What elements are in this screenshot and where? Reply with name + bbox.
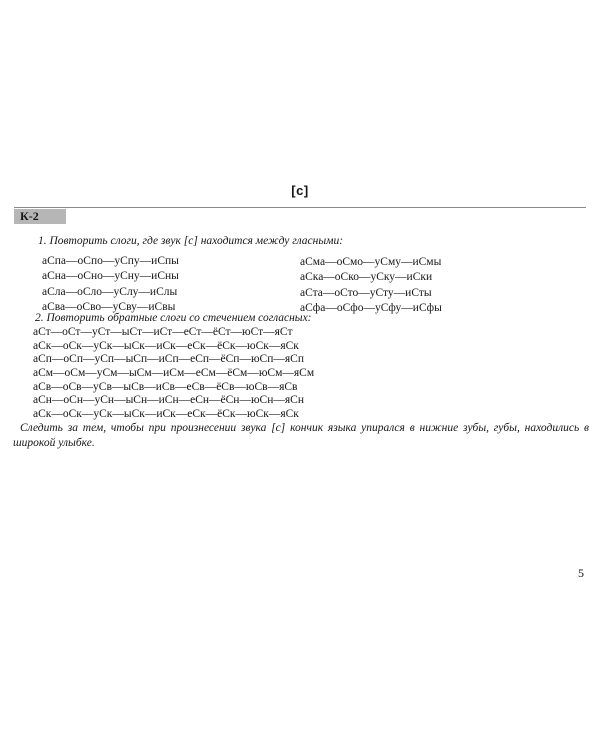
- syllable-row: аСна—оСно—уСну—иСны: [42, 270, 179, 283]
- cluster-row: аСк—оСк—уСк—ыСк—иСк—еСк—ёСк—юСк—яСк: [33, 339, 299, 352]
- syllables-left-column: [42, 254, 179, 315]
- articulation-note: Следить за тем, чтобы при произнесении звука [с] кончик языка упирался в нижние зубы, губы, находились в широкой улыбке.: [13, 422, 589, 449]
- syllable-row: аСфа—оСфо—уСфу—иСфы: [300, 301, 442, 314]
- consonant-cluster-list: [33, 326, 314, 422]
- task-2-instruction: 2. Повторить обратные слоги со стечением согласных:: [35, 312, 312, 324]
- page-number: 5: [578, 566, 584, 580]
- syllable-row: аСта—оСто—уСту—иСты: [300, 286, 432, 299]
- cluster-row: аСк—оСк—уСк—ыСк—иСк—еСк—ёСк—юСк—яСк: [33, 408, 299, 421]
- syllable-row: аСма—оСмо—уСму—иСмы: [300, 256, 442, 268]
- syllable-row: аСка—оСко—уСку—иСки: [300, 271, 433, 284]
- syllables-right-column: [300, 255, 442, 316]
- exercise-label: К-2: [14, 209, 66, 224]
- cluster-row: аСт—оСт—уСт—ыСт—иСт—еСт—ёСт—юСт—яСт: [33, 326, 293, 338]
- sound-heading: [с]: [291, 183, 309, 198]
- task-1-instruction: 1. Повторить слоги, где звук [с] находится между гласными:: [38, 235, 344, 247]
- cluster-row: аСм—оСм—уСм—ыСм—иСм—еСм—ёСм—юСм—яСм: [33, 367, 315, 380]
- cluster-row: аСп—оСп—уСп—ыСп—иСп—еСп—ёСп—юСп—яСп: [33, 353, 304, 366]
- cluster-row: аСв—оСв—уСв—ыСв—иСв—еСв—ёСв—юСв—яСв: [33, 380, 298, 393]
- syllable-row: аСва—оСво—уСву—иСвы: [42, 300, 176, 313]
- section-divider: [14, 207, 586, 208]
- syllable-row: аСпа—оСпо—уСпу—иСпы: [42, 255, 179, 267]
- cluster-row: аСн—оСн—уСн—ыСн—иСн—еСн—ёСн—юСн—яСн: [33, 394, 304, 407]
- syllable-row: аСла—оСло—уСлу—иСлы: [42, 285, 178, 298]
